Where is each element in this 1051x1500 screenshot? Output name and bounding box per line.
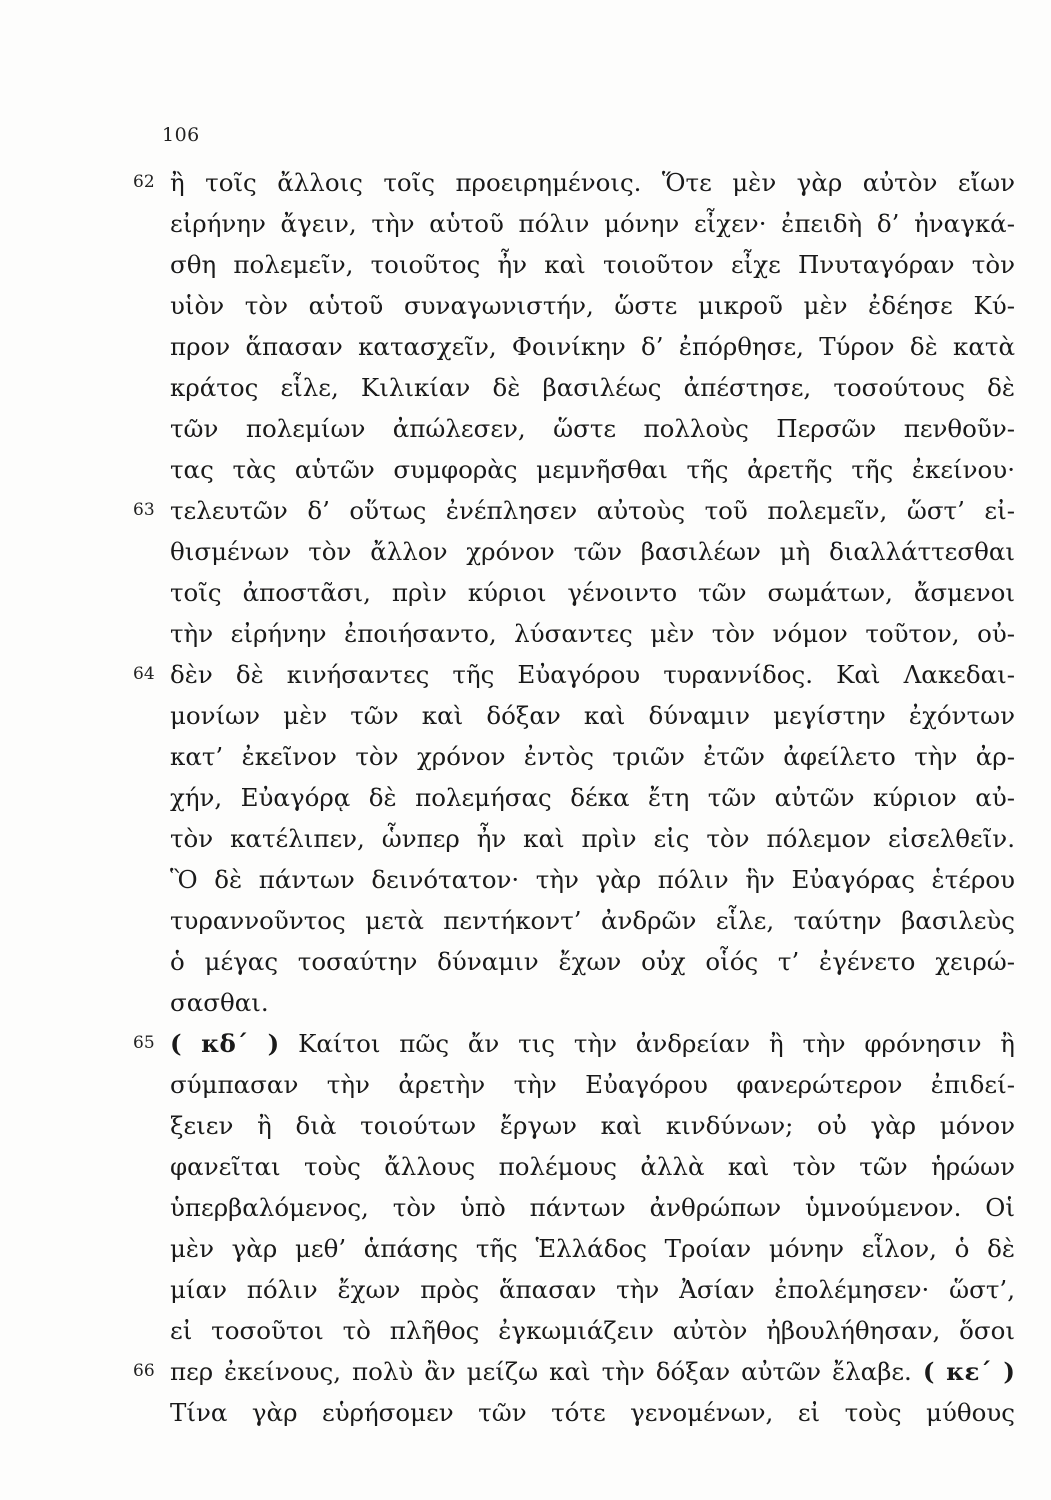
text-line bbox=[0, 1269, 1051, 1310]
text-line bbox=[0, 982, 1051, 1023]
line-text bbox=[170, 941, 1015, 982]
line-body: Καίτοι πῶς ἄν τις τὴν ἀνδρείαν ἢ τὴν φρόνησιν ἢ bbox=[279, 1029, 1015, 1058]
text-line bbox=[0, 695, 1051, 736]
text-line bbox=[0, 1392, 1051, 1433]
line-text bbox=[170, 1064, 1015, 1105]
text-line bbox=[0, 531, 1051, 572]
line-text bbox=[170, 1187, 1015, 1228]
line-text bbox=[170, 859, 1015, 900]
line-text bbox=[170, 203, 1015, 244]
text-line bbox=[0, 1146, 1051, 1187]
text-line bbox=[0, 613, 1051, 654]
line-body: τὴν εἰρήνην ἐποιήσαντο, λύσαντες μὲν τὸν νόμον τοῦτον, οὐ- bbox=[170, 619, 1015, 648]
line-body: σύμπασαν τὴν ἀρετὴν τὴν Εὐαγόρου φανερώτερον ἐπιδεί- bbox=[170, 1070, 1015, 1099]
text-line bbox=[0, 736, 1051, 777]
margin-line-number: 62 bbox=[133, 172, 155, 192]
margin-line-number: 65 bbox=[133, 1033, 155, 1053]
text-line bbox=[0, 1023, 1051, 1064]
text-line bbox=[0, 818, 1051, 859]
line-body: μονίων μὲν τῶν καὶ δόξαν καὶ δύναμιν μεγίστην ἐχόντων bbox=[170, 701, 1015, 730]
line-text bbox=[170, 1269, 1015, 1310]
text-line bbox=[0, 1351, 1051, 1392]
page-number: 106 bbox=[162, 124, 200, 146]
text-line bbox=[0, 490, 1051, 531]
line-text bbox=[170, 654, 1015, 695]
line-body: φανεῖται τοὺς ἄλλους πολέμους ἀλλὰ καὶ τὸν τῶν ἡρώων bbox=[170, 1152, 1015, 1181]
section-marker: ( κδ΄ ) bbox=[170, 1029, 280, 1058]
margin-line-number: 64 bbox=[133, 664, 155, 684]
line-body: εἰ τοσοῦτοι τὸ πλῆθος ἐγκωμιάζειν αὐτὸν ἠβουλήθησαν, ὅσοι bbox=[170, 1316, 1015, 1345]
text-line bbox=[0, 1310, 1051, 1351]
line-body: τῶν πολεμίων ἀπώλεσεν, ὥστε πολλοὺς Περσῶν πενθοῦν- bbox=[170, 414, 1015, 443]
text-line bbox=[0, 449, 1051, 490]
line-body: μὲν γὰρ μεθ’ ἁπάσης τῆς Ἑλλάδος Τροίαν μόνην εἷλον, ὁ δὲ bbox=[170, 1234, 1015, 1263]
line-text bbox=[170, 695, 1015, 736]
line-body: τὸν κατέλιπεν, ὧνπερ ἦν καὶ πρὶν εἰς τὸν πόλεμον εἰσελθεῖν. bbox=[170, 824, 1015, 853]
text-line bbox=[0, 408, 1051, 449]
text-line bbox=[0, 941, 1051, 982]
text-line bbox=[0, 777, 1051, 818]
line-text bbox=[170, 736, 1015, 777]
line-text bbox=[170, 490, 1015, 531]
line-body: τελευτῶν δ’ οὕτως ἐνέπλησεν αὐτοὺς τοῦ πολεμεῖν, ὥστ’ εἰ- bbox=[170, 496, 1015, 525]
line-body: εἰρήνην ἄγειν, τὴν αὑτοῦ πόλιν μόνην εἶχεν· ἐπειδὴ δ’ ἠναγκά- bbox=[170, 209, 1015, 238]
line-body: θισμένων τὸν ἄλλον χρόνον τῶν βασιλέων μὴ διαλλάττεσθαι bbox=[170, 537, 1015, 566]
line-text bbox=[170, 613, 1015, 654]
text-line bbox=[0, 1105, 1051, 1146]
line-body: ὑπερβαλόμενος, τὸν ὑπὸ πάντων ἀνθρώπων ὑμνούμενον. Οἱ bbox=[170, 1193, 1015, 1222]
line-body: σθη πολεμεῖν, τοιοῦτος ἦν καὶ τοιοῦτον εἶχε Πνυταγόραν τὸν bbox=[170, 250, 1015, 279]
text-block bbox=[0, 162, 1051, 1433]
text-line bbox=[0, 1187, 1051, 1228]
line-text bbox=[170, 1310, 1015, 1351]
text-line bbox=[0, 203, 1051, 244]
line-body: υἱὸν τὸν αὑτοῦ συναγωνιστήν, ὥστε μικροῦ μὲν ἐδέησε Κύ- bbox=[170, 291, 1015, 320]
line-text bbox=[170, 285, 1015, 326]
line-body: δὲν δὲ κινήσαντες τῆς Εὐαγόρου τυραννίδος. Καὶ Λακεδαι- bbox=[170, 660, 1015, 689]
text-line bbox=[0, 1228, 1051, 1269]
line-body: τας τὰς αὑτῶν συμφορὰς μεμνῆσθαι τῆς ἀρετῆς τῆς ἐκείνου· bbox=[170, 455, 1015, 484]
text-line bbox=[0, 367, 1051, 408]
line-body: ἢ τοῖς ἄλλοις τοῖς προειρημένοις. Ὅτε μὲν γὰρ αὐτὸν εἴων bbox=[170, 168, 1015, 197]
margin-line-number: 63 bbox=[133, 500, 155, 520]
line-text bbox=[170, 982, 1015, 1023]
line-body: κράτος εἷλε, Κιλικίαν δὲ βασιλέως ἀπέστησε, τοσούτους δὲ bbox=[170, 373, 1015, 402]
line-text bbox=[170, 818, 1015, 859]
line-body: σασθαι. bbox=[170, 988, 269, 1017]
line-text bbox=[170, 408, 1015, 449]
line-body: κατ’ ἐκεῖνον τὸν χρόνον ἐντὸς τριῶν ἐτῶν ἀφείλετο τὴν ἀρ- bbox=[170, 742, 1015, 771]
line-body: χήν, Εὐαγόρᾳ δὲ πολεμήσας δέκα ἔτη τῶν αὐτῶν κύριον αὐ- bbox=[170, 783, 1015, 812]
line-text bbox=[170, 572, 1015, 613]
text-line bbox=[0, 859, 1051, 900]
line-text bbox=[170, 1023, 1015, 1064]
line-body: μίαν πόλιν ἔχων πρὸς ἅπασαν τὴν Ἀσίαν ἐπολέμησεν· ὥστ’, bbox=[170, 1275, 1015, 1304]
line-text bbox=[170, 1392, 1015, 1433]
text-line bbox=[0, 1064, 1051, 1105]
line-body: Ὃ δὲ πάντων δεινότατον· τὴν γὰρ πόλιν ἣν Εὐαγόρας ἑτέρου bbox=[170, 865, 1015, 894]
text-line bbox=[0, 326, 1051, 367]
text-line bbox=[0, 654, 1051, 695]
line-body: Τίνα γὰρ εὑρήσομεν τῶν τότε γενομένων, εἰ τοὺς μύθους bbox=[170, 1398, 1015, 1427]
text-line bbox=[0, 900, 1051, 941]
line-text bbox=[170, 367, 1015, 408]
section-marker: ( κε΄ ) bbox=[922, 1357, 1015, 1386]
line-body: ξειεν ἢ διὰ τοιούτων ἔργων καὶ κινδύνων; οὐ γὰρ μόνον bbox=[170, 1111, 1015, 1140]
line-text bbox=[170, 1146, 1015, 1187]
line-text bbox=[170, 900, 1015, 941]
text-line bbox=[0, 162, 1051, 203]
line-text bbox=[170, 531, 1015, 572]
line-text bbox=[170, 1228, 1015, 1269]
line-body: προν ἅπασαν κατασχεῖν, Φοινίκην δ’ ἐπόρθησε, Τύρον δὲ κατὰ bbox=[170, 332, 1015, 361]
line-text bbox=[170, 326, 1015, 367]
line-text bbox=[170, 162, 1015, 203]
text-line bbox=[0, 572, 1051, 613]
line-text bbox=[170, 244, 1015, 285]
line-text bbox=[170, 1105, 1015, 1146]
line-text bbox=[170, 777, 1015, 818]
line-body: τυραννοῦντος μετὰ πεντήκοντ’ ἀνδρῶν εἷλε, ταύτην βασιλεὺς bbox=[170, 906, 1015, 935]
line-body: τοῖς ἀποστᾶσι, πρὶν κύριοι γένοιντο τῶν σωμάτων, ἄσμενοι bbox=[170, 578, 1015, 607]
line-text bbox=[170, 1351, 1015, 1392]
text-line bbox=[0, 244, 1051, 285]
line-body: περ ἐκείνους, πολὺ ἂν μείζω καὶ τὴν δόξαν αὐτῶν ἔλαβε. bbox=[170, 1357, 912, 1386]
line-text bbox=[170, 449, 1015, 490]
margin-line-number: 66 bbox=[133, 1361, 155, 1381]
line-body: ὁ μέγας τοσαύτην δύναμιν ἔχων οὐχ οἷός τ’ ἐγένετο χειρώ- bbox=[170, 947, 1015, 976]
text-line bbox=[0, 285, 1051, 326]
